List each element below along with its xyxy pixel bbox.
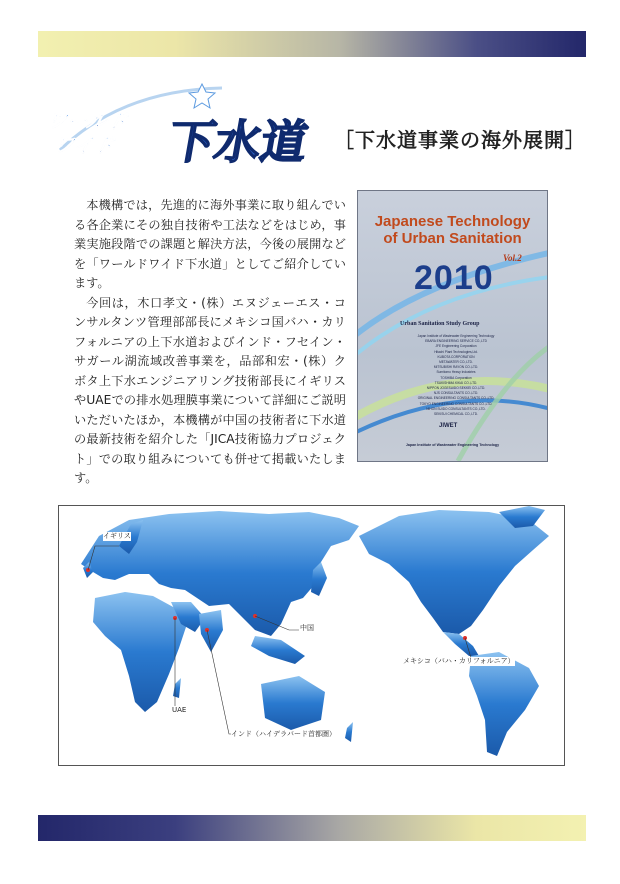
book-member-item: TSUKISHIMA KIKAI CO.,LTD.: [434, 380, 478, 385]
book-member-item: Sumitomo Heavy Industries: [436, 370, 476, 375]
book-member-item: EBARA ENGINEERING SERVICE CO.,LTD: [425, 339, 487, 344]
bottom-decorative-band: [38, 815, 586, 841]
book-title: [358, 213, 547, 247]
continents: [81, 506, 549, 756]
book-cover-image: [357, 190, 548, 462]
logo-text-line2: ワイド: [52, 133, 117, 157]
book-title-line2: of Urban Sanitation: [383, 230, 522, 247]
book-member-item: NJS CONSULTANTS CO.,LTD.: [433, 391, 479, 396]
intro-text: [74, 196, 346, 489]
book-member-list: [396, 334, 516, 417]
book-year: 2010: [414, 259, 494, 297]
map-label-uae: UAE: [172, 706, 187, 714]
book-member-item: ORIGINAL ENGINEERING CONSULTANTS CO.,LTD.: [417, 396, 495, 401]
map-label-india: インド（ハイデラバード首都圏）: [231, 730, 336, 738]
book-member-item: KUBOTA CORPORATION: [437, 354, 475, 359]
book-member-item: Japan Institute of Wastewater Engineering Technology: [417, 334, 495, 338]
book-member-item: TOKYO ENGINEERING CONSULTANTS CO.,LTD.: [419, 401, 493, 406]
book-member-item: MITSUBISHI RAYON CO.,LTD.: [433, 365, 479, 370]
section-title: ［下水道事業の海外展開］: [334, 128, 586, 152]
book-member-item: TOSHIBA Corporation: [440, 375, 472, 380]
book-member-item: NIPPON JOGESUIDO SEKKEI CO.,LTD.: [426, 386, 486, 391]
intro-paragraph-2: 今回は，木口孝文・(株）エヌジェーエス・コンサルタンツ管理部部長にメキシコ国バハ・カリフォルニアの上下水道およびインド・フセイン・サガール湖流域改善事業を，品部和宏・(株）クボタ上下水エンジニアリング技術部長にイギリスやUAEでの排水処理膜事業について詳細にご説明いただいたほか，本機構が中国の技術者に下水道の最新技術を紹介した「JICA技術協力プロジェクト」での取り組みについても併せて掲載いたします。: [74, 295, 346, 485]
intro-paragraph-1: 本機構では，先進的に海外事業に取り組んでいる各企業にその独自技術や工法などをはじめ，事業実施段階での課題と解決方法，今後の展開などを「ワールドワイド下水道」としてご紹介しています。: [74, 198, 346, 290]
book-subtitle: Urban Sanitation Study Group: [400, 321, 480, 327]
map-label-uk: イギリス: [103, 532, 131, 540]
logo-text-line1: ワールド: [52, 109, 130, 133]
world-wide-sewerage-logo: [52, 80, 322, 176]
top-decorative-band: [38, 31, 586, 57]
book-member-item: Hitachi Plant Technologies,Ltd.: [434, 349, 478, 354]
book-volume: Vol.2: [503, 253, 522, 263]
logo-text-main: 下水道: [164, 115, 312, 169]
book-title-line1: Japanese Technology: [374, 213, 531, 230]
map-label-china: 中国: [300, 624, 314, 632]
book-member-item: METAWATER CO.,LTD.: [439, 360, 473, 365]
jiwet-mark: JIWET: [439, 423, 458, 429]
map-label-mexico: メキシコ（バハ・カリフォルニア）: [403, 657, 515, 665]
book-member-item: NIHON SUIDO CONSULTANTS CO.,LTD.: [426, 406, 486, 411]
world-map: [58, 505, 565, 766]
book-member-item: SEKISUI CHEMICAL CO.,LTD.: [434, 412, 478, 417]
book-publisher: Japan Institute of Wastewater Engineering Technology: [405, 443, 500, 447]
book-member-item: JFE Engineering Corporation: [435, 344, 477, 349]
